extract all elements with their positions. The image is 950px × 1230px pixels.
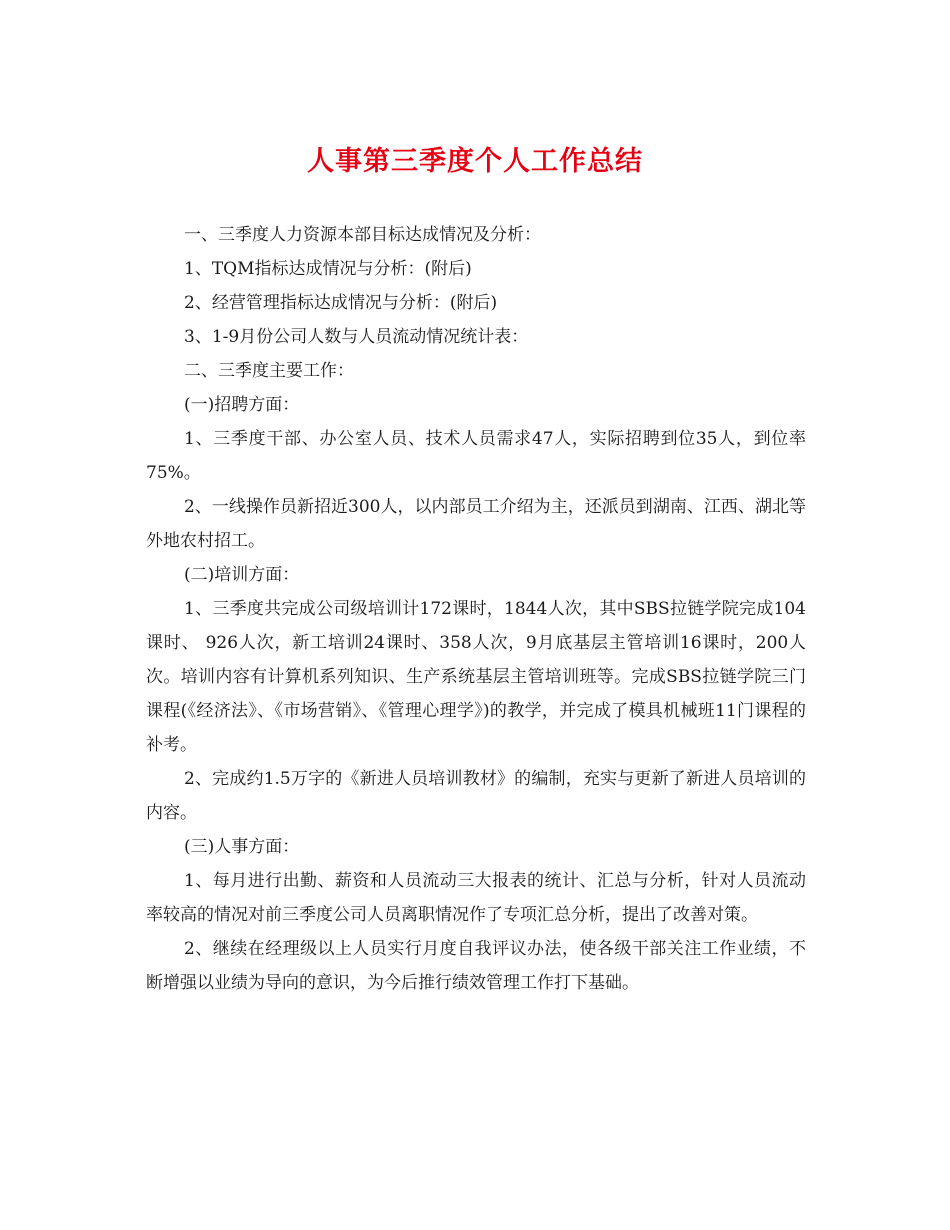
paragraph: 2、完成约1.5万字的《新进人员培训教材》的编制，充实与更新了新进人员培训的内容。 [146,769,806,823]
paragraph: 2、经营管理指标达成情况与分析：(附后) [184,293,498,313]
paragraph: 一、三季度人力资源本部目标达成情况及分析： [184,225,541,245]
paragraph: 1、三季度共完成公司级培训计172课时，1844人次，其中SBS拉链学院完成104课时、 926人次，新工培训24课时、358人次，9月底基层主管培训16课时，200人次。培训内容有计算机系列知识、生产系统基层主管培训班等。完成SBS拉链学院三门课程(《经济法》、《市场营销》、《管理心理学》)的教学，并完成了模具机械班11门课程的补考。 [146,599,806,755]
paragraph: (一)招聘方面： [184,395,300,415]
paragraph: (三)人事方面： [184,837,300,857]
paragraph: (二)培训方面： [184,565,300,585]
document-title: 人事第三季度个人工作总结 [307,146,643,177]
document-body [146,218,806,1000]
paragraph: 1、每月进行出勤、薪资和人员流动三大报表的统计、汇总与分析，针对人员流动率较高的情况对前三季度公司人员离职情况作了专项汇总分析，提出了改善对策。 [146,871,806,925]
paragraph: 2、继续在经理级以上人员实行月度自我评议办法，使各级干部关注工作业绩，不断增强以业绩为导向的意识，为今后推行绩效管理工作打下基础。 [146,939,806,993]
paragraph: 2、一线操作员新招近300人，以内部员工介绍为主，还派员到湖南、江西、湖北等外地农村招工。 [146,497,806,551]
paragraph: 1、TQM指标达成情况与分析：(附后) [184,259,472,279]
paragraph: 二、三季度主要工作： [184,361,354,381]
paragraph: 1、三季度干部、办公室人员、技术人员需求47人，实际招聘到位35人，到位率75%。 [146,429,807,483]
paragraph: 3、1-9月份公司人数与人员流动情况统计表： [184,327,529,347]
